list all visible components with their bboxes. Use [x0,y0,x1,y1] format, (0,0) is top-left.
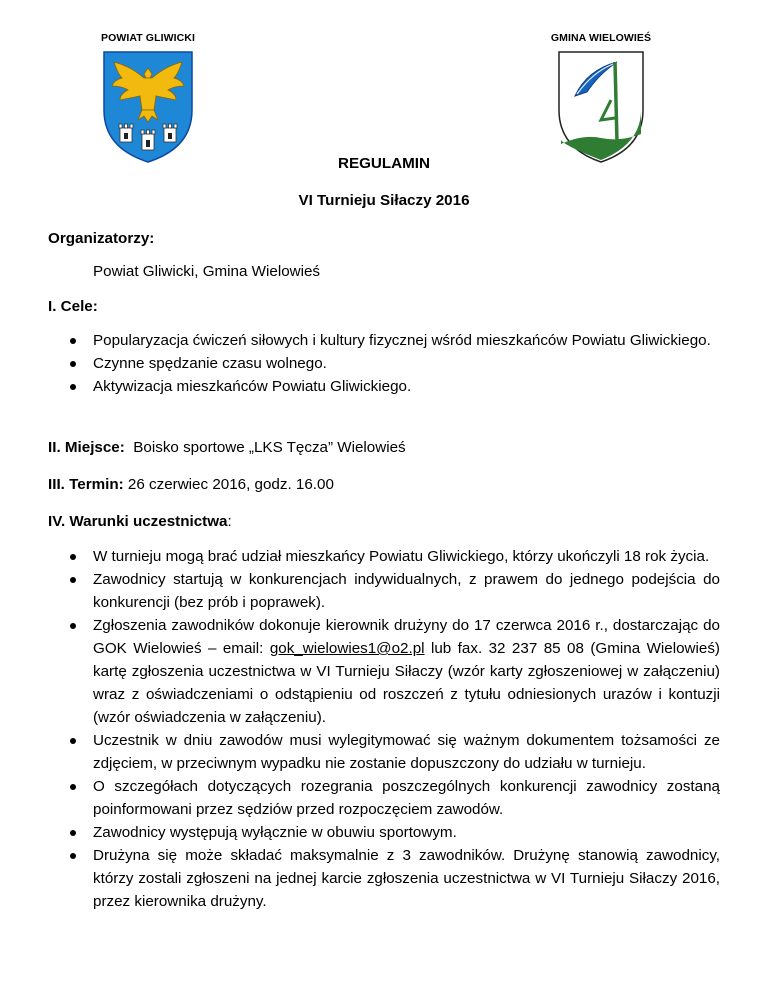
list-item: Zawodnicy startują w konkurencjach indywidualnych, z prawem do jednego podejścia do konkurencji (bez prób i poprawek). [48,568,720,614]
list-item: Aktywizacja mieszkańców Powiatu Gliwickiego. [48,375,720,398]
organizers-text: Powiat Gliwicki, Gmina Wielowieś [93,263,321,280]
wielowies-crest-label: GMINA WIELOWIEŚ [550,32,652,44]
date-label: III. Termin: [48,476,124,493]
page-title: REGULAMIN [338,155,430,172]
list-item: Uczestnik w dniu zawodów musi wylegitymować się ważnym dokumentem tożsamości ze zdjęciem, w przeciwnym wypadku nie zostanie dopuszczony do udziału w turnieju. [48,729,720,775]
list-item: Drużyna się może składać maksymalnie z 3 zawodników. Drużynę stanowią zawodnicy, którzy zostali zgłoszeni na jednej karcie zgłoszenia uczestnictwa w VI Turnieju Siłaczy 2016, przez kierownika drużyny. [48,844,720,913]
page-subtitle: VI Turnieju Siłaczy 2016 [298,192,470,209]
list-item: W turnieju mogą brać udział mieszkańcy Powiatu Gliwickiego, którzy ukończyli 18 rok życia. [48,545,720,568]
powiat-crest-label: POWIAT GLIWICKI [100,32,196,44]
conditions-heading-line [48,510,720,533]
place-line [48,436,720,459]
place-text: Boisko sportowe „LKS Tęcza” Wielowieś [133,439,406,456]
list-item [48,614,720,729]
conditions-list [48,545,720,913]
list-item: Popularyzacja ćwiczeń siłowych i kultury fizycznej wśród mieszkańców Powiatu Gliwickiego. [48,329,720,352]
goals-heading: I. Cele: [48,298,98,315]
conditions-colon: : [227,513,232,530]
date-line [48,473,720,496]
powiat-crest [93,32,203,166]
list-item: Zawodnicy występują wyłącznie w obuwiu sportowym. [48,821,720,844]
list-item: O szczegółach dotyczących rozegrania poszczególnych konkurencji zawodnicy zostaną poinformowani przez sędziów przed rozpoczęciem zawodów. [48,775,720,821]
scythe-crest-icon [553,48,649,166]
email-link[interactable]: gok_wielowies1@o2.pl [269,640,425,657]
eagle-crest-icon [100,48,196,166]
conditions-heading: IV. Warunki uczestnictwa [48,513,228,530]
place-label: II. Miejsce: [48,439,125,456]
goals-list [48,329,720,398]
condition-text: Zgłoszenia zawodników dokonuje kierownik drużyny do 17 czerwca 2016 r., dostarczając do GOK Wielowieś – email: [93,617,720,657]
organizers-heading: Organizatorzy: [48,230,155,247]
date-text: 26 czerwiec 2016, godz. 16.00 [127,476,334,493]
list-item: Czynne spędzanie czasu wolnego. [48,352,720,375]
wielowies-crest [546,32,656,166]
condition-text-rest: lub fax. 32 237 85 08 (Gmina Wielowieś) kartę zgłoszenia uczestnictwa w VI Turnieju Siłaczy (wzór karty zgłoszeniowej w załączeniu) wraz z oświadczeniami o odstąpieniu od roszczeń z tytułu odniesionych urazów i kontuzji (wzór oświadczenia w załączeniu). [93,640,720,726]
